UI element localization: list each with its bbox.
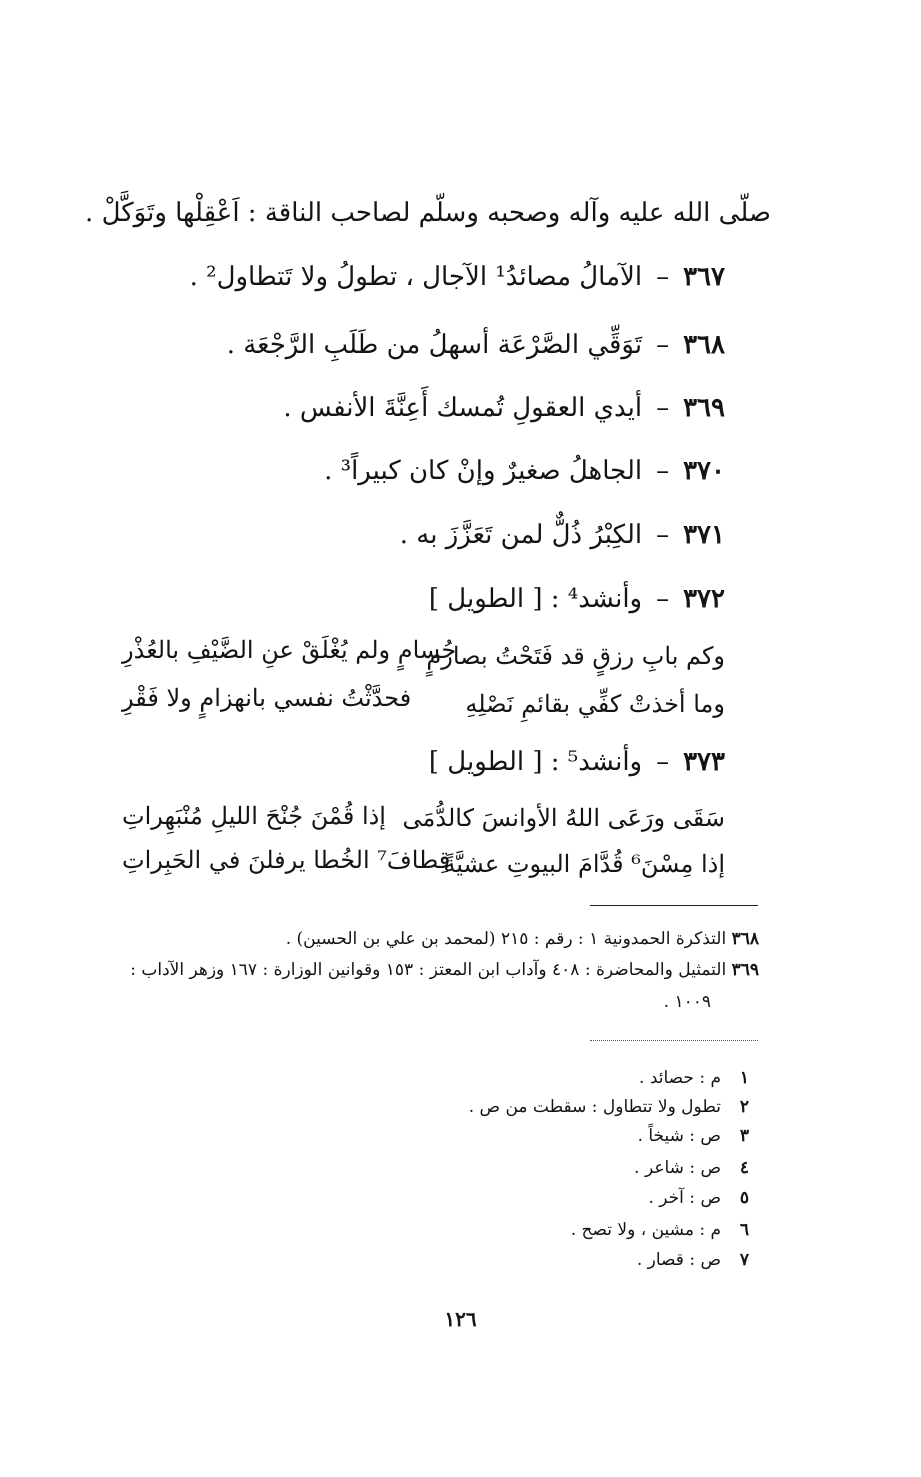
footnote-text: ص : آخر . bbox=[648, 1188, 721, 1208]
entry-369: ٣٦٩–أيدي العقولِ تُمسك أَعِنَّةَ الأنفس . bbox=[283, 393, 725, 423]
footnote-key: ٣ bbox=[739, 1126, 749, 1146]
source-text: التذكرة الحمدونية ١ : رقم : ٢١٥ (لمحمد بن علي بن الحسين) . bbox=[285, 929, 727, 949]
source-text: ١٠٠٩ . bbox=[663, 992, 711, 1012]
footnote-key: ٧ bbox=[739, 1250, 749, 1270]
poem2-line1-right: سَقَى ورَعَى اللهُ الأوانسَ كالدُّمَى bbox=[402, 804, 725, 832]
entry-text: وأنشد⁵ : [ الطويل ] bbox=[428, 747, 643, 777]
entry-370: ٣٧٠–الجاهلُ صغيرٌ وإنْ كان كبيراً³ . bbox=[324, 456, 725, 486]
poem2-line2-right: إذا مِسْنَ⁶ قُدَّامَ البيوتِ عشيَّةً bbox=[443, 850, 725, 878]
entry-text: الجاهلُ صغيرٌ وإنْ كان كبيراً³ . bbox=[324, 456, 643, 486]
source-note-continuation bbox=[664, 992, 711, 1012]
source-text: التمثيل والمحاضرة : ٤٠٨ وآداب ابن المعتز : ١٥٣ وقوانين الوزارة : ١٦٧ وزهر الآداب : bbox=[130, 960, 727, 980]
entry-text: الكِبْرُ ذُلٌّ لمن تَعَزَّزَ به . bbox=[399, 520, 643, 550]
entry-368: ٣٦٨–تَوَقِّي الصَّرْعَة أسهلُ من طَلَبِ الرَّجْعَة . bbox=[226, 330, 725, 360]
footnote-text: ص : قصار . bbox=[636, 1250, 721, 1270]
intro-line: صلّى الله عليه وآله وصحبه وسلّم لصاحب الناقة : اَعْقِلْها وتَوَكَّلْ . bbox=[85, 198, 771, 228]
entry-373: ٣٧٣–وأنشد⁵ : [ الطويل ] bbox=[428, 747, 725, 777]
entry-number: ٣٧٢ bbox=[683, 584, 725, 614]
entry-371: ٣٧١–الكِبْرُ ذُلٌّ لمن تَعَزَّزَ به . bbox=[399, 520, 725, 550]
footnote-key: ١ bbox=[739, 1068, 749, 1088]
footnote-item bbox=[570, 1220, 749, 1240]
entry-367: ٣٦٧–الآمالُ مصائدُ¹ الآجال ، تطولُ ولا تَتطاول² . bbox=[189, 262, 725, 292]
footnote-text: تطول ولا تتطاول : سقطت من ص . bbox=[468, 1097, 721, 1117]
poem2-line2-left: قِطافَ⁷ الخُطا يرفلنَ في الحَبِراتِ bbox=[122, 846, 451, 874]
entry-text: الآمالُ مصائدُ¹ الآجال ، تطولُ ولا تَتطاول² . bbox=[189, 262, 643, 292]
footnote-item bbox=[634, 1158, 749, 1178]
poem1-line2-left: فحدَّثْتُ نفسي بانهزامٍ ولا فَقْرِ bbox=[122, 684, 412, 712]
page-number: ١٢٦ bbox=[444, 1307, 477, 1331]
entry-number: ٣٦٨ bbox=[683, 330, 725, 360]
footnote-text: م : حصائد . bbox=[639, 1068, 721, 1088]
footnote-item bbox=[639, 1068, 749, 1088]
source-number: ٣٦٨ bbox=[731, 929, 759, 949]
footnote-key: ٥ bbox=[739, 1188, 749, 1208]
entry-number: ٣٧٠ bbox=[683, 456, 725, 486]
footnote-item bbox=[636, 1250, 749, 1270]
source-number: ٣٦٩ bbox=[731, 960, 759, 980]
footnote-item bbox=[637, 1126, 749, 1146]
source-note bbox=[130, 960, 759, 980]
footnote-key: ٤ bbox=[739, 1158, 749, 1178]
footnote-item bbox=[648, 1188, 749, 1208]
entry-number: ٣٦٩ bbox=[683, 393, 725, 423]
entry-372: ٣٧٢–وأنشد⁴ : [ الطويل ] bbox=[428, 584, 725, 614]
footnote-dotted-divider bbox=[590, 1040, 758, 1041]
entry-number: ٣٦٧ bbox=[683, 262, 725, 292]
entry-text: وأنشد⁴ : [ الطويل ] bbox=[428, 584, 643, 614]
footnote-key: ٦ bbox=[739, 1220, 749, 1240]
poem1-line1-left: حُسامٍ ولم يُغْلَقْ عنِ الضَّيْفِ بالعُذْرِ bbox=[122, 636, 457, 664]
poem1-line1-right: وكم بابِ رزقٍ قد فَتَحْتُ بصارمٍ bbox=[426, 642, 725, 670]
footnote-text: م : مشين ، ولا تصح . bbox=[570, 1220, 721, 1240]
entry-text: تَوَقِّي الصَّرْعَة أسهلُ من طَلَبِ الرَّجْعَة . bbox=[226, 330, 643, 360]
footnote-text: ص : شيخاً . bbox=[637, 1126, 721, 1146]
poem1-line2-right: وما أخذتْ كفِّي بقائمِ نَصْلِهِ bbox=[465, 690, 725, 718]
footnote-text: ص : شاعر . bbox=[634, 1158, 721, 1178]
entry-number: ٣٧٣ bbox=[683, 747, 725, 777]
footnote-item bbox=[468, 1097, 749, 1117]
poem2-line1-left: إذا قُمْنَ جُنْحَ الليلِ مُنْبَهِراتِ bbox=[122, 802, 386, 830]
footnote-divider bbox=[590, 905, 758, 906]
source-note bbox=[286, 929, 759, 949]
footnote-key: ٢ bbox=[739, 1097, 749, 1117]
entry-text: أيدي العقولِ تُمسك أَعِنَّةَ الأنفس . bbox=[283, 393, 643, 423]
entry-number: ٣٧١ bbox=[683, 520, 725, 550]
